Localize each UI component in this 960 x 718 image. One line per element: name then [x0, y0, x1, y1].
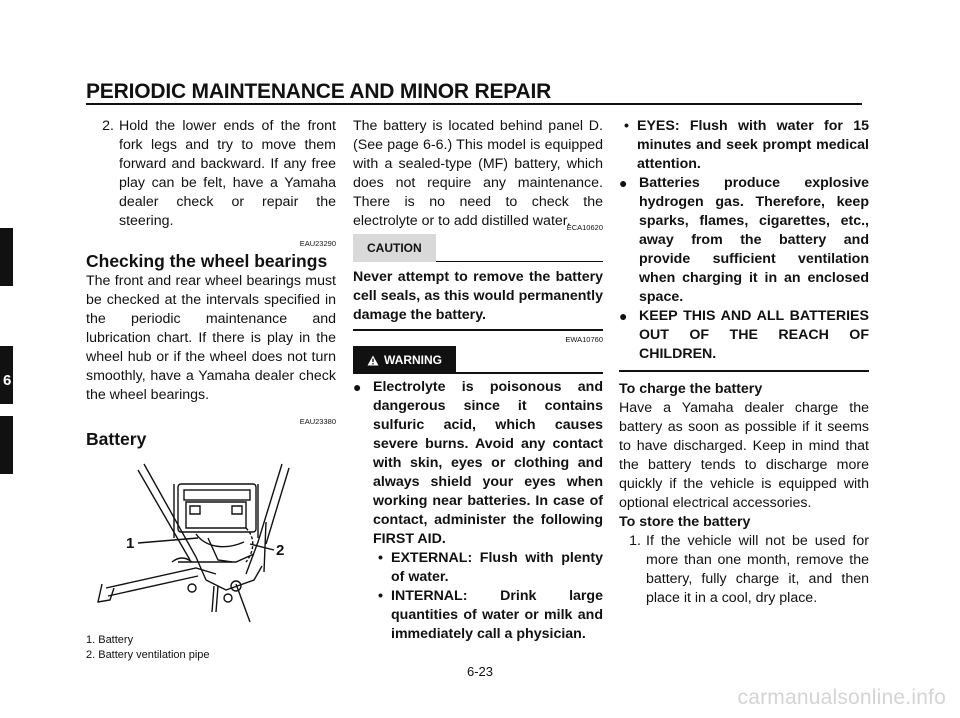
figure-label-2: 2 — [276, 542, 285, 559]
first-aid-list — [373, 549, 603, 644]
wheel-bearings-text: The front and rear wheel bearings must be checked at the intervals specified in the periodic maintenance and lubrication chart. If there is play in the wheel hub or if the wheel does not turn smoothly, have a Yamaha dealer check the wheel bearings. — [86, 273, 336, 403]
watermark: carmanualsonline.info — [737, 686, 946, 709]
first-aid-item: • EXTERNAL: Flush with plenty of water. — [373, 549, 603, 587]
header-rule — [86, 103, 862, 105]
first-aid-item: • EYES: Flush with water for 15 minutes and seek prompt medical attention. — [619, 117, 869, 174]
chapter-tab — [0, 228, 13, 286]
page-title: PERIODIC MAINTENANCE AND MINOR REPAIR — [86, 80, 552, 103]
warning-bullet: ● KEEP THIS AND ALL BATTERIES OUT OF THE REACH OF CHILDREN. — [619, 307, 869, 364]
charge-text: Have a Yamaha dealer charge the battery as soon as possible if it seems to have discharged. Keep in mind that the battery tends to discharge more quickly if the vehicle is equipped with optional electrical accessories. — [619, 399, 869, 511]
warning-label-row — [353, 346, 603, 374]
reference-code: EWA10760 — [565, 334, 603, 344]
store-step-text: If the vehicle will not be used for more than one month, remove the battery, fully charge it, and then place it in a cool, dry place. — [646, 532, 869, 606]
figure-label-1: 1 — [126, 535, 135, 552]
chapter-number: 6 — [3, 372, 12, 389]
store-step — [619, 532, 869, 608]
figure-caption-2: 2. Battery ventilation pipe — [86, 649, 210, 661]
warning-rule — [456, 372, 603, 374]
step-text: Hold the lower ends of the front fork legs and try to move them forward and backward. If any free play can be felt, have a Yamaha dealer check or repair the steering. — [119, 118, 336, 229]
chapter-tab — [0, 416, 13, 474]
first-aid-list-continued — [619, 117, 869, 174]
step-number: 2. — [102, 118, 114, 134]
figure-caption-1: 1. Battery — [86, 634, 134, 646]
first-aid-item: • INTERNAL: Drink large quantities of water or milk and immediately call a physician. — [373, 587, 603, 644]
battery-illustration — [86, 462, 336, 632]
section-heading-battery: Battery — [86, 429, 147, 449]
caution-end-rule — [353, 329, 603, 331]
store-step-number: 1. — [629, 532, 641, 549]
warning-bullet: ● Batteries produce explosive hydrogen gas. Therefore, keep sparks, flames, cigarettes, etc., away from the battery and provide sufficient ventilation when charging it in an enclosed space. — [619, 174, 869, 307]
warning-end-rule — [619, 370, 869, 372]
warning-label-text: WARNING — [384, 352, 442, 367]
warning-bullet — [353, 378, 603, 644]
warning-bullet-text: Electrolyte is poisonous and dangerous since it contains sulfuric acid, which causes severe burns. Avoid any contact with skin, eyes or clothing and always shield your eyes when working near batteries. In case of contact, administer the following FIRST AID. — [373, 378, 603, 547]
caution-label-row — [353, 234, 603, 262]
page-number: 6-23 — [466, 664, 494, 679]
column-left — [86, 117, 336, 662]
warning-label — [353, 346, 456, 374]
store-heading: To store the battery — [619, 513, 751, 530]
caution-rule — [436, 261, 603, 263]
step-item — [86, 117, 336, 231]
column-right — [619, 117, 869, 608]
caution-label: CAUTION — [353, 234, 436, 262]
reference-code: ECA10620 — [566, 223, 603, 232]
reference-code: EAU23290 — [299, 239, 336, 248]
warning-list-continued — [619, 174, 869, 364]
warning-list — [353, 378, 603, 644]
warning-triangle-icon — [367, 355, 379, 366]
column-middle — [353, 117, 603, 644]
caution-text: Never attempt to remove the battery cell seals, as this would permanently damage the battery. — [353, 269, 603, 323]
reference-code: EAU23380 — [299, 417, 336, 426]
battery-drawing — [86, 462, 336, 632]
battery-intro: The battery is located behind panel D. (See page 6-6.) This model is equipped with a sealed-type (MF) battery, which does not require any maintenance. There is no need to check the electrolyte or to add distilled water. — [353, 118, 603, 229]
section-heading-wheel-bearings: Checking the wheel bearings — [86, 251, 328, 271]
charge-heading: To charge the battery — [619, 380, 763, 397]
